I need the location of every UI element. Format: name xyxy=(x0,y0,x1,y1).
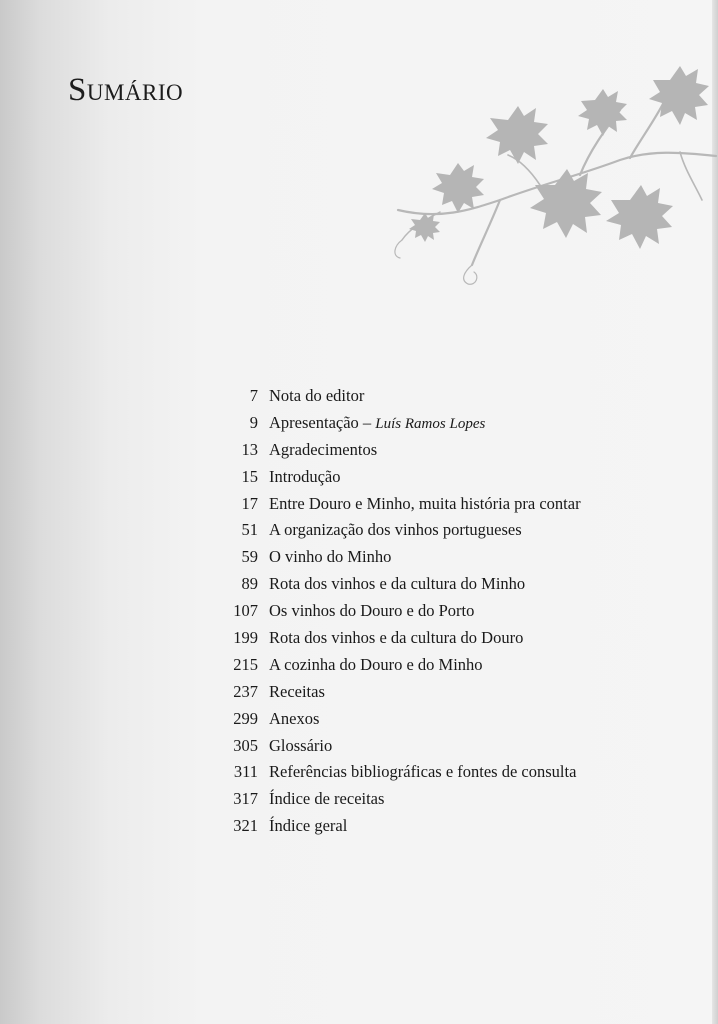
toc-entry[interactable] xyxy=(200,762,670,789)
toc-page-number: 7 xyxy=(249,386,258,405)
toc-title: Introdução xyxy=(269,466,341,486)
toc-title xyxy=(269,413,485,433)
toc-title: O vinho do Minho xyxy=(269,547,392,567)
toc-title: Índice geral xyxy=(269,816,348,836)
toc-title-text: Apresentação – xyxy=(269,412,376,432)
toc-title: Referências bibliográficas e fontes de consulta xyxy=(269,762,577,782)
toc-title: Rota dos vinhos e da cultura do Minho xyxy=(269,574,526,594)
table-of-contents xyxy=(200,386,670,843)
toc-page-number: 17 xyxy=(241,493,258,513)
toc-page-number: 51 xyxy=(241,520,258,540)
toc-entry[interactable] xyxy=(200,601,670,628)
toc-entry[interactable] xyxy=(200,413,670,440)
toc-page-number: 15 xyxy=(241,466,258,486)
toc-entry[interactable] xyxy=(200,682,670,709)
toc-entry[interactable] xyxy=(200,520,670,547)
toc-entry[interactable] xyxy=(200,386,670,413)
toc-page-number: 237 xyxy=(233,681,258,701)
page-title: Sumário xyxy=(68,72,184,108)
toc-entry[interactable] xyxy=(200,494,670,521)
toc-title: Anexos xyxy=(269,708,320,728)
toc-page-number: 299 xyxy=(233,708,258,728)
toc-entry[interactable] xyxy=(200,574,670,601)
toc-page-number: 13 xyxy=(241,439,258,459)
toc-entry[interactable] xyxy=(200,709,670,736)
toc-page-number: 317 xyxy=(233,789,258,809)
toc-title: Nota do editor xyxy=(269,386,365,405)
toc-page-number: 199 xyxy=(233,628,258,648)
toc-title: Receitas xyxy=(269,681,325,701)
toc-page-number: 9 xyxy=(249,412,258,432)
toc-title: Entre Douro e Minho, muita história pra contar xyxy=(269,493,581,513)
toc-page-number: 321 xyxy=(233,816,258,836)
grapevine-illustration xyxy=(380,60,718,290)
toc-page-number: 305 xyxy=(233,735,258,755)
toc-entry[interactable] xyxy=(200,440,670,467)
toc-entry[interactable] xyxy=(200,655,670,682)
toc-title: Rota dos vinhos e da cultura do Douro xyxy=(269,628,524,648)
toc-entry[interactable] xyxy=(200,547,670,574)
toc-entry[interactable] xyxy=(200,628,670,655)
toc-page-number: 59 xyxy=(241,547,258,567)
toc-entry[interactable] xyxy=(200,789,670,816)
toc-entry[interactable] xyxy=(200,467,670,494)
toc-title: A cozinha do Douro e do Minho xyxy=(269,654,483,674)
toc-page-number: 107 xyxy=(233,601,258,621)
toc-page-number: 311 xyxy=(233,762,258,782)
toc-entry[interactable] xyxy=(200,736,670,763)
toc-author: Luís Ramos Lopes xyxy=(375,415,486,432)
toc-title: A organização dos vinhos portugueses xyxy=(269,520,522,540)
toc-title: Glossário xyxy=(269,735,333,755)
toc-title: Índice de receitas xyxy=(269,789,385,809)
toc-page-number: 89 xyxy=(241,574,258,594)
toc-entry[interactable] xyxy=(200,816,670,843)
toc-title: Os vinhos do Douro e do Porto xyxy=(269,601,475,621)
toc-title: Agradecimentos xyxy=(269,439,378,459)
toc-page-number: 215 xyxy=(233,654,258,674)
